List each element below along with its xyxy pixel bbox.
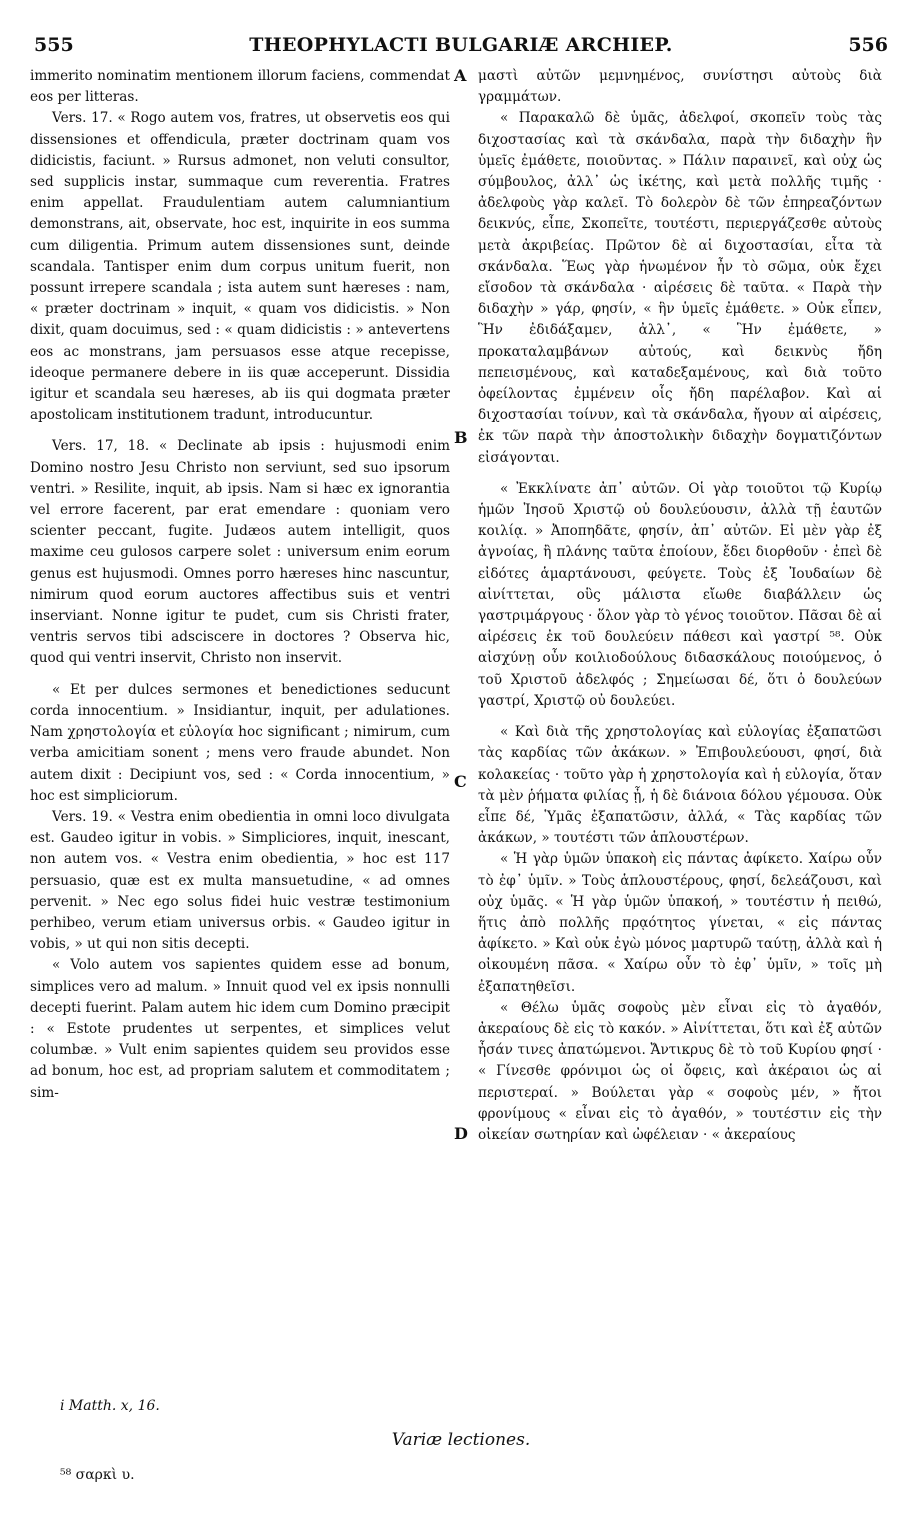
variae-lectiones-heading: Variæ lectiones. bbox=[391, 1430, 531, 1450]
greek-paragraph: « Θέλω ὑμᾶς σοφοὺς μὲν εἶναι εἰς τὸ ἀγαθόν, ἀκεραίους δὲ εἰς τὸ κακόν. » Αἰνίττεται, ὅτι καὶ ἐξ αὐτῶν ἦσάν τινες ἀπατώμενοι. Ἄντικρυς δὲ τὸ τοῦ Κυρίου φησί · « Γίνεσθε φρόνιμοι ὡς οἱ ὄφεις, καὶ ἀκέραιοι ὡς αἱ περιστεραί. » Βούλεται γὰρ « σοφοὺς μέν, » ἤτοι φρονίμους « εἶναι εἰς τὸ ἀγαθόν, » τουτέστιν εἰς τὴν οἰκείαν σωτηρίαν καὶ ὠφέλειαν · « ἀκεραίους bbox=[478, 999, 882, 1143]
margin-letter-b: B bbox=[454, 428, 468, 447]
left-page-number: 555 bbox=[34, 34, 74, 56]
running-title: THEOPHYLACTI BULGARIÆ ARCHIEP. bbox=[249, 34, 673, 56]
footnote: i Matth. x, 16. bbox=[60, 1398, 160, 1414]
greek-paragraph: « Ἐκκλίνατε ἀπ᾽ αὐτῶν. Οἱ γὰρ τοιοῦτοι τῷ Κυρίῳ ἡμῶν Ἰησοῦ Χριστῷ οὐ δουλεύουσιν, ἀλλὰ τῇ ἑαυτῶν κοιλίᾳ. » Ἀποπηδᾶτε, φησίν, ἀπ᾽ αὐτῶν. Εἰ μὲν γὰρ ἐξ ἀγνοίας, ἢ πλάνης ταῦτα ἐποίουν, ἔδει διορθοῦν · ἐπεὶ δὲ εἰδότες ἁμαρτάνουσι, φεύγετε. Τοὺς ἐξ Ἰουδαίων δὲ αἰνίττεται, οὓς μάλιστα εἴωθε διαβάλλειν ὡς γαστριμάργους · ὅλον γὰρ τὸ γένος τοιοῦτον. Πᾶσαι δὲ αἱ αἱρέσεις ἐκ τοῦ δουλεύειν πάθεσι καὶ γαστρί ⁵⁸. Οὐκ αἰσχύνῃ οὖν κοιλιοδούλους διδασκάλους ποιούμενος, ὁ τοῦ Χριστοῦ ἀδελφός ; Σημείωσαι δέ, ὅτι ὁ δουλεύων γαστρί, Χριστῷ οὐ δουλεύει. bbox=[478, 480, 882, 709]
variant-reading-note: ⁵⁸ σαρκὶ υ. bbox=[60, 1467, 135, 1483]
latin-paragraph: « Volo autem vos sapientes quidem esse ad bonum, simplices vero ad malum. » Innuit quod vel ex ipsis nonnulli decepti fuerint. Palam autem hic idem cum Domino præcipit : « Estote prudentes ut serpentes, et simplices velut columbæ. » Vult enim sapientes quidem seu providos esse ad bonum, hoc est, ad propriam salutem et commoditatem ; sim- bbox=[30, 957, 450, 1101]
latin-column bbox=[30, 66, 450, 1104]
greek-column bbox=[478, 66, 882, 1146]
greek-paragraph: μαστὶ αὐτῶν μεμνημένος, συνίστησι αὐτοὺς διὰ γραμμάτων. bbox=[478, 68, 882, 106]
latin-paragraph: Vers. 19. « Vestra enim obedientia in omni loco divulgata est. Gaudeo igitur in vobis. » Simpliciores, inquit, inescant, non autem vos. « Vestra enim obedientia, » hoc est 117 persuasio, quæ est ex multa mansuetudine, « ad omnes pervenit. » Nec ego solus fidei huic vestræ testimonium perhibeo, verum etiam universus orbis. « Gaudeo igitur in vobis, » ut qui non sitis decepti. bbox=[30, 808, 450, 953]
margin-letter-d: D bbox=[454, 1124, 468, 1143]
greek-paragraph: « Παρακαλῶ δὲ ὑμᾶς, ἀδελφοί, σκοπεῖν τοὺς τὰς διχοστασίας καὶ τὰ σκάνδαλα, παρὰ τὴν διδαχὴν ἣν ὑμεῖς ἐμάθετε, ποιοῦντας. » Πάλιν παραινεῖ, καὶ οὐχ ὡς σύμβουλος, ἀλλ᾽ ὡς ἱκέτης, καὶ μετὰ πολλῆς τιμῆς · ἀδελφοὺς γὰρ καλεῖ. Τὸ δολερὸν δὲ τῶν ἐπηρεαζόντων δεικνύς, εἶπε, Σκοπεῖτε, τουτέστι, περιεργάζεσθε αὐτοὺς μετὰ ἀκριβείας. Πρῶτον δὲ αἱ διχοστασίαι, εἶτα τὰ σκάνδαλα. Ἕως γὰρ ἡνωμένον ἦν τὸ σῶμα, οὐκ ἔχει εἴσοδον τὰ σκάνδαλα · αἱρέσεις δὲ ταῦτα. « Παρὰ τὴν διδαχὴν » γάρ, φησίν, « ἣν ὑμεῖς ἐμάθετε. » Οὐκ εἶπεν, Ἣν ἐδιδάξαμεν, ἀλλ᾽, « Ἣν ἐμάθετε, » προκαταλαμβάνων αὐτούς, καὶ δεικνὺς ἤδη πεπεισμένους, καὶ καταδεξαμένους, καὶ διὰ τοῦτο ὀφείλοντας ἐμμένειν οἷς ἤδη παρέλαβον. Καὶ αἱ διχοστασίαι τοίνυν, καὶ τὰ σκάνδαλα, ἤγουν αἱ αἱρέσεις, ἐκ τῶν παρὰ τὴν ἀποστολικὴν διδαχὴν δογματιζόντων εἰσάγονται. bbox=[478, 110, 882, 466]
page-header bbox=[34, 34, 888, 64]
latin-paragraph: immerito nominatim mentionem illorum faciens, commendat eos per litteras. bbox=[30, 68, 450, 106]
margin-letter-c: C bbox=[454, 772, 467, 791]
latin-paragraph: Vers. 17. « Rogo autem vos, fratres, ut observetis eos qui dissensiones et offendicula, præter doctrinam quam vos didicistis, faciunt. » Rursus admonet, non veluti consultor, sed supplicis instar, summaque cum reverentia. Fratres enim appellat. Fraudulentiam autem calumniantium demonstrans, ait, observate, hoc est, inquirite in eos summa cum diligentia. Primum autem dissensiones sunt, deinde scandala. Tantisper enim dum corpus unitum fuerit, non possunt irrepere scandala ; ista autem sunt hæreses : nam, « præter doctrinam » inquit, « quam vos didicistis. » Non dixit, quam docuimus, sed : « quam didicistis : » antevertens eos ac monstrans, jam persuasos esse atque recepisse, ideoque permanere debere in iis quæ acceperunt. Dissidia igitur et scandala seu hæreses, ab iis qui dogmata præter apostolicam institutionem tradunt, introducuntur. bbox=[30, 110, 450, 424]
latin-paragraph: Vers. 17, 18. « Declinate ab ipsis : hujusmodi enim Domino nostro Jesu Christo non serviunt, sed suo ipsorum ventri. » Resilite, inquit, ab ipsis. Nam si hæc ex ignorantia vel errore facerent, par erat emendare : quoniam vero scienter peccant, fugite. Judæos autem intelligit, quos maxime ceu gulosos carpere solet : universum enim eorum genus est hujusmodi. Omnes porro hæreses hinc nascuntur, nimirum quod eorum auctores affectibus suis et ventri inserviant. Nonne igitur te pudet, cum sis Christi frater, ventris servos tibi adsciscere in doctores ? Observa hic, quod qui ventri inservit, Christo non inservit. bbox=[30, 438, 450, 667]
margin-letters bbox=[450, 66, 478, 1266]
greek-paragraph: « Καὶ διὰ τῆς χρηστολογίας καὶ εὐλογίας ἐξαπατῶσι τὰς καρδίας τῶν ἀκάκων. » Ἐπιβουλεύουσι, φησί, διὰ κολακείας · τοῦτο γὰρ ἡ χρηστολογία καὶ ἡ εὐλογία, ὅταν τὰ μὲν ῥήματα φιλίας ᾖ, ἡ δὲ διάνοια δόλου γέμουσα. Οὐκ εἶπε δέ, Ὑμᾶς ἐξαπατῶσιν, ἀλλά, « Τὰς καρδίας τῶν ἀκάκων, » τουτέστι τῶν ἁπλουστέρων. bbox=[478, 724, 882, 847]
right-page-number: 556 bbox=[848, 34, 888, 56]
margin-letter-a: A bbox=[454, 66, 467, 85]
greek-paragraph: « Ἡ γὰρ ὑμῶν ὑπακοὴ εἰς πάντας ἀφίκετο. Χαίρω οὖν τὸ ἐφ᾽ ὑμῖν. » Τοὺς ἁπλουστέρους, φησί, δελεάζουσι, καὶ οὐχ ὑμᾶς. « Ἡ γὰρ ὑμῶν ὑπακοή, » τουτέστιν ἡ πειθώ, ἥτις ἀπὸ πολλῆς πρᾳότητος γίνεται, « εἰς πάντας ἀφίκετο. » Καὶ οὐκ ἐγὼ μόνος μαρτυρῶ ταύτῃ, ἀλλὰ καὶ ἡ οἰκουμένη πᾶσα. « Χαίρω οὖν τὸ ἐφ᾽ ὑμῖν, » τοῖς μὴ ἐξαπατηθεῖσι. bbox=[478, 851, 882, 995]
latin-paragraph: « Et per dulces sermones et benedictiones seducunt corda innocentium. » Insidiantur, inquit, per adulationes. Nam χρηστολογία et εὐλογία hoc significant ; nimirum, cum verba amicitiam sonent ; mens vero fraude abundet. Non autem dixit : Decipiunt vos, sed : « Corda innocentium, » hoc est simpliciorum. bbox=[30, 681, 450, 804]
